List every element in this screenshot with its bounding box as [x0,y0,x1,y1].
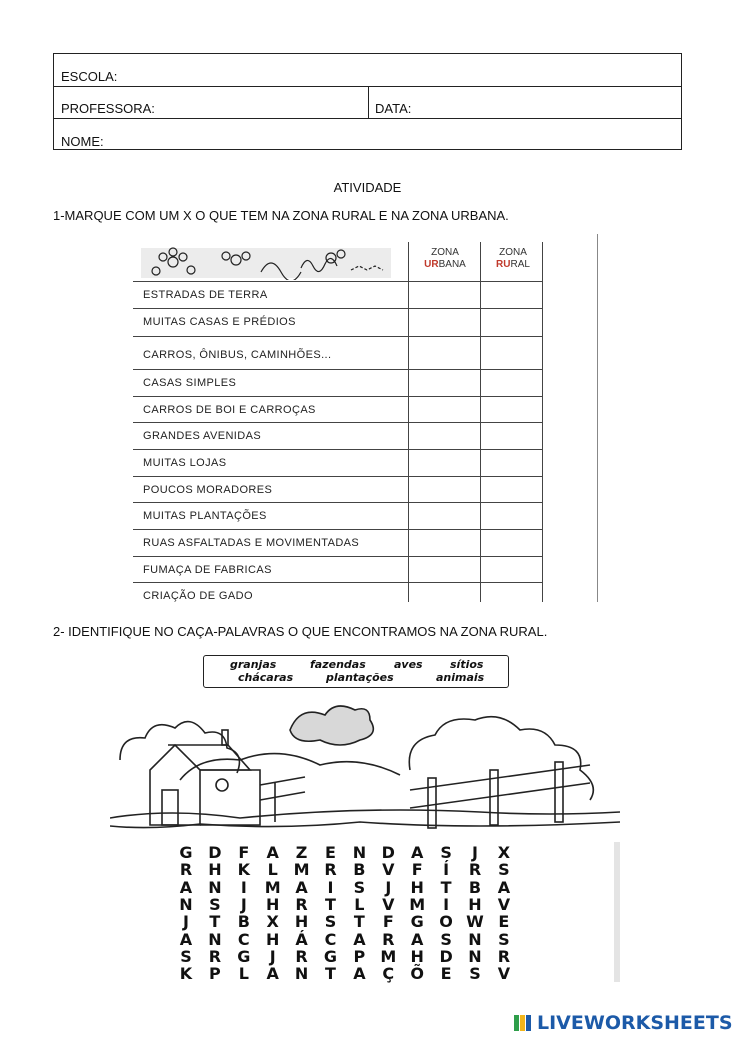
nome-label: NOME: [61,134,104,149]
grid-letter[interactable]: J [385,877,392,897]
word-bank-item: granjas [230,658,277,671]
grid-letter[interactable]: H [468,894,482,914]
grid-letter[interactable]: A [179,929,193,949]
grid-letter[interactable]: L [238,964,249,984]
grid-letter[interactable]: P [209,964,221,984]
grid-letter[interactable]: J [269,946,276,966]
grid-letter[interactable]: H [294,912,309,932]
professora-label: PROFESSORA: [61,101,155,116]
grid-letter[interactable]: N [468,946,482,966]
grid-letter[interactable]: A [353,964,366,984]
table-row-label: POUCOS MORADORES [143,484,273,496]
grid-letter[interactable]: A [410,843,424,862]
grid-letter[interactable]: R [468,860,482,880]
checkbox-cell-urbana[interactable] [409,584,479,602]
grid-letter[interactable]: N [468,929,482,949]
question-2: 2- IDENTIFIQUE NO CAÇA-PALAVRAS O QUE ENCONTRAMOS NA ZONA RURAL. [53,624,548,639]
grid-letter[interactable]: D [381,843,395,862]
grid-letter[interactable]: F [382,912,394,932]
grid-letter[interactable]: S [353,877,366,897]
grid-letter[interactable]: B [237,912,250,932]
table-row [133,582,543,603]
grid-letter[interactable]: G [410,912,424,932]
escola-label: ESCOLA: [61,69,118,84]
grid-letter[interactable]: L [267,860,278,880]
grid-letter[interactable]: A [353,929,366,949]
table-row [133,449,543,477]
table-row-label: FUMAÇA DE FABRICAS [143,564,272,576]
grid-letter[interactable]: W [466,912,484,932]
grid-letter[interactable]: J [240,894,247,914]
grid-letter[interactable]: H [265,894,280,914]
checkbox-cell-rural[interactable] [481,398,541,422]
grid-letter[interactable]: R [208,946,222,966]
table-row-label: CRIAÇÃO DE GADO [143,590,253,602]
grid-letter[interactable]: G [179,843,193,862]
checkbox-cell-urbana[interactable] [409,310,479,336]
checkbox-cell-rural[interactable] [481,283,541,308]
grid-letter[interactable]: D [208,843,222,862]
grid-letter[interactable]: V [497,964,511,984]
grid-letter[interactable]: R [324,860,337,880]
table-row-label: MUITAS LOJAS [143,457,227,469]
grid-letter[interactable]: A [410,929,424,949]
checkbox-cell-urbana[interactable] [409,478,479,502]
table-row-label: GRANDES AVENIDAS [143,430,262,442]
brand-name: LIVEWORKSHEETS [537,1012,733,1034]
grid-letter[interactable]: M [409,894,426,914]
table-row [133,396,543,423]
table-row-label: CASAS SIMPLES [143,377,237,389]
grid-letter[interactable]: I [240,877,247,897]
grid-letter[interactable]: S [469,964,481,984]
escola-row [54,54,681,87]
header-form [53,53,682,150]
grid-letter[interactable]: S [498,860,510,880]
grid-letter[interactable]: V [497,894,511,914]
grid-letter[interactable]: G [237,946,251,966]
grid-letter[interactable]: C [324,929,337,949]
grid-letter[interactable]: Ç [382,964,395,984]
grid-letter[interactable]: N [294,964,309,984]
grid-letter[interactable]: I [327,877,334,897]
checkbox-cell-rural[interactable] [481,338,541,369]
table-row [133,281,543,309]
grid-letter[interactable]: F [411,860,423,880]
grid-letter[interactable]: S [440,843,452,862]
word-bank-item: aves [394,658,423,671]
grid-letter[interactable]: A [295,877,308,897]
grid-letter[interactable]: R [497,946,511,966]
checkbox-cell-urbana[interactable] [409,398,479,422]
table-row-label: MUITAS CASAS E PRÉDIOS [143,316,296,328]
grid-letter[interactable]: A [179,877,193,897]
grid-letter[interactable]: B [468,877,482,897]
checkbox-cell-rural[interactable] [481,424,541,449]
word-bank-item: fazendas [310,658,366,671]
grid-letter[interactable]: L [354,894,365,914]
checkbox-cell-rural[interactable] [481,478,541,502]
grid-letter[interactable]: I [443,894,450,914]
grid-letter[interactable]: R [295,946,308,966]
grid-letter[interactable]: V [382,894,395,914]
grid-letter[interactable]: M [380,946,397,966]
grid-letter[interactable]: H [208,860,222,880]
question-1: 1-MARQUE COM UM X O QUE TEM NA ZONA RURAL E NA ZONA URBANA. [53,208,509,223]
word-bank-item: sítios [450,658,484,671]
page-edge-shadow [614,842,620,982]
table-edge [597,234,598,602]
grid-letter[interactable]: G [323,946,338,966]
data-label: DATA: [375,101,412,116]
grid-letter[interactable]: N [352,843,367,862]
grid-letter[interactable]: S [180,946,192,966]
zone-table [133,236,599,602]
grid-letter[interactable]: S [498,929,510,949]
checkbox-cell-rural[interactable] [481,310,541,336]
table-row [133,476,543,503]
checkbox-cell-urbana[interactable] [409,424,479,449]
grid-letter[interactable]: A [266,964,279,984]
grid-letter[interactable]: H [410,946,424,966]
grid-letter[interactable]: T [325,894,336,914]
checkbox-cell-urbana[interactable] [409,371,479,396]
word-bank-item: plantações [326,671,394,684]
flowers-decoration-icon [141,244,391,280]
word-bank [203,655,509,688]
grid-letter[interactable]: M [264,877,281,897]
grid-letter[interactable]: X [266,912,279,932]
checkbox-cell-rural[interactable] [481,371,541,396]
word-bank-item: animais [436,671,485,684]
grid-letter[interactable]: T [325,964,336,984]
grid-letter[interactable]: O [439,912,453,932]
header-divider [368,87,369,118]
grid-letter[interactable]: A [497,877,511,897]
grid-letter[interactable]: T [209,912,221,932]
col-header-urbana: ZONA URBANA [424,247,466,270]
grid-letter[interactable]: Z [295,843,308,862]
grid-letter[interactable]: K [237,860,250,880]
grid-letter[interactable]: F [238,843,250,862]
checkbox-cell-urbana[interactable] [409,504,479,529]
grid-letter[interactable]: N [179,894,193,914]
grid-letter[interactable]: N [208,877,222,897]
table-row-label: MUITAS PLANTAÇÕES [143,510,267,522]
checkbox-cell-urbana[interactable] [409,283,479,308]
table-row [133,556,543,583]
grid-letter[interactable]: S [440,929,452,949]
grid-letter[interactable]: T [440,877,452,897]
table-row-label: ESTRADAS DE TERRA [143,289,268,301]
table-row [133,422,543,450]
checkbox-cell-rural[interactable] [481,584,541,602]
table-row [133,308,543,337]
farm-scene-icon [110,690,620,830]
grid-letter[interactable]: E [498,912,510,932]
word-bank-item: chácaras [238,671,294,684]
grid-letter[interactable]: H [410,877,424,897]
grid-letter[interactable]: R [179,860,193,880]
grid-letter[interactable]: J [472,843,478,862]
grid-letter[interactable]: R [295,894,308,914]
grid-letter[interactable]: K [179,964,193,984]
liveworksheets-logo [513,1011,733,1035]
table-row [133,369,543,397]
checkbox-cell-rural[interactable] [481,504,541,529]
grid-letter[interactable]: S [324,912,337,932]
checkbox-cell-urbana[interactable] [409,531,479,556]
grid-letter[interactable]: B [353,860,366,880]
table-row [133,336,543,370]
grid-letter[interactable]: R [382,929,395,949]
liveworksheets-logo-icon [513,1013,533,1033]
grid-letter[interactable]: A [266,843,279,862]
table-row-label: RUAS ASFALTADAS E MOVIMENTADAS [143,537,360,549]
checkbox-cell-urbana[interactable] [409,338,479,369]
table-row-label: CARROS DE BOI E CARROÇAS [143,404,316,416]
grid-letter[interactable]: Õ [410,964,424,984]
nome-row [54,119,681,150]
checkbox-cell-rural[interactable] [481,531,541,556]
col-header-rural: ZONA RURAL [496,247,530,270]
grid-letter[interactable]: E [440,964,452,984]
grid-letter[interactable]: Í [443,860,450,880]
grid-letter[interactable]: S [209,894,221,914]
table-row [133,502,543,530]
grid-letter[interactable]: C [237,929,250,949]
checkbox-cell-urbana[interactable] [409,451,479,476]
page-title: ATIVIDADE [333,180,402,195]
grid-letter[interactable]: J [183,912,189,932]
grid-letter[interactable]: N [208,929,222,949]
checkbox-cell-urbana[interactable] [409,558,479,582]
grid-letter[interactable]: P [353,946,366,966]
grid-letter[interactable]: M [293,860,310,880]
grid-letter[interactable]: X [497,843,511,862]
table-row-label: CARROS, ÔNIBUS, CAMINHÕES... [143,349,332,361]
grid-letter[interactable]: T [353,912,365,932]
grid-letter[interactable]: V [382,860,395,880]
grid-letter[interactable]: Á [295,929,308,949]
checkbox-cell-rural[interactable] [481,558,541,582]
table-row [133,529,543,557]
grid-letter[interactable]: D [439,946,453,966]
grid-letter[interactable]: H [265,929,280,949]
grid-letter[interactable]: E [325,843,336,862]
checkbox-cell-rural[interactable] [481,451,541,476]
